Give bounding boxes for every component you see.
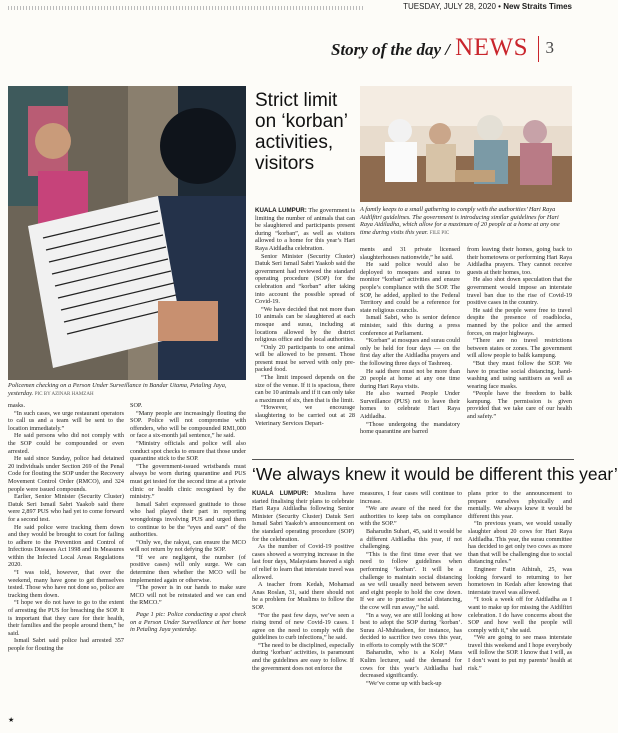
story2-col1-p4: “The need to be disciplined, especially during ‘korban’ activities, is paramount and the guidelines are easy to follow. If the government does not enforce the [252, 641, 354, 672]
story2-col2-p4: “In a way, we are still looking at how best to adopt the SOP during ‘korban’. Surau Al-Muhtadeen, for instance, has decided to sacrifice two cows this year, in efforts to comply with the SOP.” [360, 611, 462, 649]
story1-lower1-p0: masks. [8, 402, 26, 409]
story1-column-1 [255, 207, 355, 452]
photo2-caption-text: A family keeps to a small gathering to comply with the authorities’ Hari Raya Aidilfitri guidelines. The government is introducing similar guidelines for Hari Raya Aidiladha, which allow for a maximum of 20 people at a home at any one time during visits this year. [360, 206, 560, 236]
story1-lower1-p6: “I was told, however, that over the weekend, many have gone to get themselves tested. Those who have not done so, police are tracking them down. [8, 569, 124, 599]
story2-column-3 [468, 490, 572, 715]
police-check-photo [8, 86, 246, 380]
story1-col1-p4: “The limit imposed depends on the size of the venue. If it is spacious, there can be 10 animals and if it can only take a maximum of six, then that is the limit. [255, 374, 355, 404]
issue-date: TUESDAY, JULY 28, 2020 [403, 2, 496, 11]
story1-col2-p2: Ismail Sabri, who is senior defence minister, said this during a press conference at Parliament. [360, 314, 460, 337]
story1-column-3 [467, 246, 572, 452]
story2-top-rule [252, 459, 574, 460]
story2-col3-p4: “We are going to see mass interstate travel this weekend and I hope everybody will follow the SOP. I know that I will, as I don’t want to put my parents’ health at risk.” [468, 634, 572, 672]
photo2-credit: FILE PIC [429, 230, 450, 236]
date-line [403, 2, 572, 11]
story1-headline: Strict limit on ‘korban’ activities, visitors [255, 90, 348, 174]
story2-headline: ‘We always knew it would be different this year’ [252, 464, 618, 484]
story1-col3-p2: He said the people were free to travel despite the presence of roadblocks, manned by the police and the armed forces, on major highways. [467, 306, 572, 337]
story1-lower1-p2: He said persons who did not comply with the SOP could be compounded or even arrested. [8, 432, 124, 455]
story1-lower1-p5: He said police were tracking them down and they would be brought to court for failing to adhere to the Prevention and Control of Infectious Diseases Act 1998 and its Measures within the Infected Local Areas Regulations 2020. [8, 523, 124, 569]
story1-lower1-p8: Ismail Sabri said police had arrested 357 people for flouting the [8, 637, 124, 652]
story2-col1-p3: “For the past few days, we’ve seen a rising trend of new Covid-19 cases. I agree on the need to comply with the guidelines to curb infections,” he said. [252, 611, 354, 642]
story1-col2-p1: He said police would also be deployed to mosques and surau to monitor “korban” activities and ensure people’s compliance with the SOP. The SOP, he added, applied to the Federal Territory and could be a reference for state religious councils. [360, 261, 460, 314]
photo1-caption-text: Policemen checking on a Person Under Surveillance in Bandar Utama, Petaling Jaya, yesterday. [8, 382, 227, 397]
story2-col3-p3: “I took a week off for Aidiladha as I want to make up for missing the Aidilfitri celebration. I do have concerns about the SOP and how well the people will comply with it,” she said. [468, 596, 572, 634]
section-divider [538, 36, 539, 62]
story1-col1-p1: Senior Minister (Security Cluster) Datuk Seri Ismail Sabri Yaakob said the government had reviewed the standard operating procedure (SOP) for the celebration and “korban” after taking into account the possible spread of Covid-19. [255, 252, 355, 306]
story1-col1-p0: The government is limiting the number of animals that can be slaughtered and participants present during “korban”, as well as visitors allowed to a home for this year’s Hari Raya Aidiladha celebration. [255, 207, 355, 252]
story2-dateline: KUALA LUMPUR: [252, 490, 309, 497]
family-gathering-photo [360, 86, 572, 202]
story2-col1-p2: A teacher from Kedah, Mohamad Anas Roslan, 31, said there should not be a problem for Muslims to follow the SOP. [252, 581, 354, 611]
masthead-stripe [8, 6, 363, 10]
story2-col3-p0: plans prior to the announcement to prepare ourselves physically and mentally. We always knew it would be different this year. [468, 490, 572, 520]
story1-lower1-p3: He said since Sunday, police had detained 20 individuals under Section 269 of the Penal Code for flouting the SOP under the Recovery Movement Control Order (RMCO), and 324 people were issued compounds. [8, 455, 124, 493]
story1-col3-p4: “But they must follow the SOP. We have to practise social distancing, hand-washing and using sanitisers as well as wearing face masks. [467, 359, 572, 390]
story2-col2-p2: Baharudin Suhari, 45, said it would be a different Aidiladha this year, if not challenging. [360, 527, 462, 551]
story1-col1-p5: “However, we encourage slaughtering to be carried out at 28 Veterinary Services Depart- [255, 404, 355, 427]
story1-col2-p3: “Korban” at mosques and surau could only be held for four days — on the first day after the Aidiladha prayers and the following three days of Tashreeq. [360, 337, 460, 367]
story1-col3-p3: “There are no travel restrictions between states or zones. The government will allow people to balik kampung. [467, 337, 572, 360]
story2-col2-p3: “This is the first time ever that we need to follow guidelines when performing ‘korban’. It will be a challenge to maintain social distancing as we will usually need between seven and eight people to hold the cow down. If we are to practise social distancing, the cow will run away,” he said. [360, 550, 462, 611]
story1-lower2-p5: “Only we, the rakyat, can ensure the MCO will not return by not defying the SOP. [130, 538, 246, 554]
story2-col1-p0: Muslims have started finalising their plans to celebrate Hari Raya Aidiladha following Senior Minister (Security Cluster) Datuk Seri Ismail Sabri Yaakob’s announcement on the standard operating procedure (SOP) for the celebration. [252, 490, 355, 543]
story1-lower-column-2 [130, 402, 246, 714]
story1-col3-p0: from leaving their homes, going back to their hometowns or performing Hari Raya Aidiladha prayers. They cannot receive guests at their homes, too. [467, 246, 572, 276]
story1-lower2-p1: “Many people are increasingly flouting the SOP. Police will not compromise with offenders, who will be compounded RM1,000 or face a six-month jail sentence,” he said. [130, 409, 246, 440]
story1-lower2-p7: “The power is in our hands to make sure MCO will not be reinstated and we can end the RMCO.” [130, 584, 246, 607]
story1-col3-p1: He also shot down speculation that the government would impose an interstate travel ban due to the rise of Covid-19 positive cases in the country. [467, 276, 572, 307]
story1-col1-p2: “We have decided that not more than 10 animals can be slaughtered at each mosque and surau, including at locations allowed by the district religious office and the local authorities. [255, 305, 355, 344]
story1-col2-p0: ments and 31 private licensed slaughterhouses nationwide,” he said. [360, 246, 460, 261]
section-bar [0, 34, 580, 70]
story1-lower2-p2: “Ministry officials and police will also conduct spot checks to ensure that those under quarantine stick to the SOP. [130, 439, 246, 463]
story1-lower-column-1 [8, 402, 124, 714]
story1-lower2-p4: Ismail Sabri expressed gratitude to those who had played their part in reporting wrongdoings involving PUS and urged them to continue to be the “eyes and ears” of the authorities. [130, 500, 246, 539]
story2-col1-p1: As the number of Covid-19 positive cases showed a worrying increase in the last four days, Malaysians heaved a sigh of relief to learn that interstate travel was allowed. [252, 543, 354, 581]
story1-col2-p5: He also warned People Under Surveillance (PUS) not to leave their homes to celebrate Hari Raya Aidiladha. [360, 390, 460, 421]
story1-lower2-p0: SOP. [130, 402, 143, 409]
story1-lower1-p1: “In such cases, we urge restaurant operators to call us and a team will be sent to the location immediately.” [8, 409, 124, 432]
photo1-caption [8, 382, 246, 398]
page1-pic-note: Page 1 pic: Police conducting a spot check on a Person Under Surveillance at her home in Petaling Jaya yesterday. [130, 611, 246, 634]
story2-col2-p1: “We are aware of the need for the authorities to keep tabs on compliance with the SOP.” [360, 505, 462, 528]
story1-col1-p3: “Only 20 participants to one animal will be allowed to be present. Those present must be served with only pre-packed food. [255, 343, 355, 374]
story1-lower2-p6: “If we are negligent, the number (of positive cases) will only surge. We can determine then whether the MCO will be implemented again or otherwise. [130, 553, 246, 584]
story2-col2-p6: “We’ve come up with back-up [366, 679, 442, 687]
photo1-credit: PIC BY AZINAR HAMZAH [34, 391, 94, 397]
story2-col2-p0: measures, I fear cases will continue to increase. [360, 490, 462, 505]
masthead-separator: • [498, 2, 501, 11]
story1-lower1-p4: Earlier, Senior Minister (Security Cluster) Datuk Seri Ismail Sabri Yaakob said there were 2,897 PUS who had yet to come forward for a second test. [8, 493, 124, 523]
news-section-label: NEWS [455, 34, 528, 61]
story2-col2-p5: Baharudin, who is a Kolej Mara Kulim lecturer, said the demand for cows for this year’s Aidiladha had decreased significantly. [360, 649, 462, 680]
story1-col2-p4: He said there must not be more than 20 people at home at any one time during Hari Raya visits. [360, 367, 460, 390]
story1-col2-p6: “Those undergoing the mandatory home quarantine are barred [360, 420, 460, 436]
page-number: 3 [545, 38, 554, 57]
story1-col3-p5: “People have the freedom to balik kampung. The permission is given provided that we take care of our health and safety.” [467, 390, 572, 421]
story1-lower2-p3: “The government-issued wristbands must always be worn during quarantine and PUS must get tested for the second time at a private clinic or health clinic recognised by the ministry.” [130, 462, 246, 501]
masthead [0, 0, 580, 18]
story-of-the-day-label: Story of the day / [331, 40, 450, 59]
story1-lower1-p7: “I hope we do not have to go to the extent of arresting the PUS for breaching the SOP. It is important that they care for their health, their families and the people around them,” he said. [8, 599, 124, 637]
brand-name: New Straits Times [503, 2, 572, 11]
story1-column-2 [360, 246, 460, 452]
story2-col3-p2: Engineer Fatin Athirah, 25, was looking forward to returning to her hometown in Kedah after knowing that interstate travel was allowed. [468, 565, 572, 596]
story2-column-1 [252, 490, 354, 715]
story2-col3-p1: “In previous years, we would usually slaughter about 20 cows for Hari Raya Aidiladha. This year, the surau committee has decided to get only two cows as more than that will be challenging due to social distancing rules.” [468, 520, 572, 566]
story1-dateline: KUALA LUMPUR: [255, 207, 307, 214]
photo2-caption [360, 206, 572, 237]
story2-column-2 [360, 490, 462, 715]
page-star-marker: ★ [8, 716, 15, 724]
